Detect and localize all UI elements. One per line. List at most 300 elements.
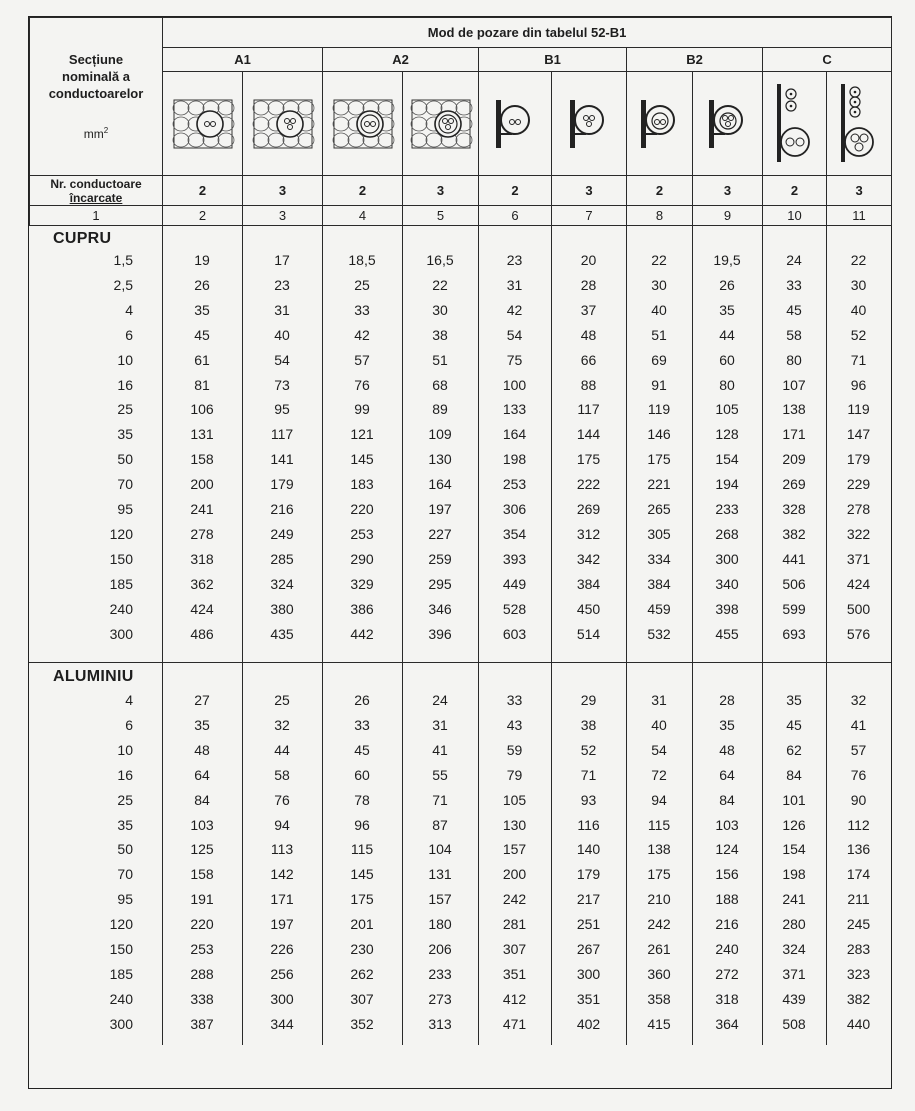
ampacity-value: 71 <box>850 351 867 368</box>
section-label-line: conductoarelor <box>48 85 144 101</box>
table-row <box>29 738 891 762</box>
ampacity-value: 93 <box>580 791 597 808</box>
install-method-cell <box>763 72 827 176</box>
ampacity-value: 31 <box>274 301 290 318</box>
section-divider <box>29 662 891 663</box>
ampacity-value: 31 <box>432 716 448 733</box>
table-row <box>29 497 891 521</box>
ampacity-value: 329 <box>350 575 374 592</box>
ampacity-value: 40 <box>850 301 867 318</box>
ampacity-value: 262 <box>350 965 374 982</box>
ampacity-value: 51 <box>432 351 448 368</box>
ampacity-value: 201 <box>350 916 374 933</box>
ampacity-value: 30 <box>651 276 667 293</box>
ampacity-value: 249 <box>270 525 294 542</box>
clipped-direct-2-icon <box>763 82 826 166</box>
cross-section-value: 150 <box>109 550 133 567</box>
ampacity-value: 84 <box>719 791 735 808</box>
ampacity-value: 52 <box>580 741 597 758</box>
table-row <box>29 572 891 596</box>
ampacity-value: 180 <box>428 916 452 933</box>
ampacity-value: 25 <box>354 276 370 293</box>
ampacity-value: 31 <box>506 276 523 293</box>
cross-section-value: 16 <box>117 766 133 783</box>
ampacity-value: 59 <box>506 741 523 758</box>
ampacity-value: 95 <box>274 401 290 418</box>
ampacity-value: 154 <box>715 451 739 468</box>
ampacity-value: 514 <box>576 625 601 642</box>
ampacity-value: 64 <box>194 766 210 783</box>
ampacity-value: 532 <box>647 625 671 642</box>
nr-label-line: încarcate <box>69 190 123 205</box>
ampacity-value: 156 <box>715 866 739 883</box>
ampacity-value: 45 <box>786 301 802 318</box>
ampacity-value: 145 <box>350 451 374 468</box>
table-row <box>29 937 891 961</box>
ampacity-value: 183 <box>350 476 374 493</box>
ampacity-value: 412 <box>502 990 527 1007</box>
ampacity-value: 136 <box>846 841 871 858</box>
table-row <box>29 597 891 621</box>
ampacity-value: 455 <box>715 625 739 642</box>
cross-section-value: 95 <box>117 891 133 908</box>
ampacity-value: 576 <box>846 625 871 642</box>
ampacity-value: 230 <box>350 941 374 957</box>
insulated-wall-multicore-2-icon <box>323 94 402 154</box>
nr-conductoare-value: 2 <box>163 176 243 206</box>
ampacity-value: 33 <box>354 301 370 318</box>
ampacity-value: 100 <box>502 376 527 393</box>
ampacity-value: 340 <box>715 575 739 592</box>
ampacity-value: 387 <box>190 1015 214 1032</box>
ampacity-value: 197 <box>428 501 452 517</box>
ampacity-value: 40 <box>274 326 290 343</box>
table-header <box>29 17 892 226</box>
ampacity-value: 35 <box>786 692 802 708</box>
ampacity-value: 175 <box>647 866 671 883</box>
ampacity-value: 19 <box>194 252 210 268</box>
ampacity-value: 424 <box>190 600 214 617</box>
ampacity-value: 344 <box>270 1015 294 1032</box>
ampacity-value: 272 <box>715 965 739 982</box>
ampacity-value: 278 <box>846 501 871 517</box>
ampacity-value: 295 <box>428 575 452 592</box>
cross-section-value: 185 <box>109 965 133 982</box>
ampacity-value: 259 <box>428 550 452 567</box>
ampacity-value: 57 <box>850 741 867 758</box>
ampacity-value: 90 <box>850 791 867 808</box>
ampacity-value: 328 <box>782 501 806 517</box>
ampacity-value: 371 <box>846 550 871 567</box>
ampacity-value: 19,5 <box>713 252 741 268</box>
table-row <box>29 472 891 496</box>
ampacity-value: 300 <box>270 990 294 1007</box>
ampacity-value: 31 <box>651 692 667 708</box>
ampacity-value: 29 <box>580 692 597 708</box>
ampacity-value: 280 <box>782 916 806 933</box>
ampacity-value: 240 <box>715 941 739 957</box>
group-c: C <box>763 48 892 72</box>
ampacity-value: 91 <box>651 376 667 393</box>
ampacity-value: 500 <box>846 600 871 617</box>
column-number: 10 <box>763 206 827 226</box>
ampacity-value: 115 <box>647 816 671 833</box>
nr-conductoare-value: 3 <box>693 176 763 206</box>
ampacity-value: 290 <box>350 550 374 567</box>
install-method-cell <box>403 72 479 176</box>
ampacity-value: 41 <box>432 741 448 758</box>
ampacity-value: 371 <box>782 965 806 982</box>
ampacity-value: 439 <box>782 990 806 1007</box>
table-row <box>29 813 891 837</box>
ampacity-value: 386 <box>350 600 374 617</box>
section-label <box>30 51 162 102</box>
ampacity-value: 117 <box>270 426 294 443</box>
ampacity-value: 360 <box>647 965 671 982</box>
install-method-cell <box>323 72 403 176</box>
ampacity-value: 48 <box>194 741 210 758</box>
ampacity-value: 216 <box>270 501 294 517</box>
ampacity-value: 113 <box>270 841 294 858</box>
nr-conductoare-value: 3 <box>552 176 627 206</box>
column-number: 8 <box>627 206 693 226</box>
ampacity-value: 200 <box>190 476 214 493</box>
ampacity-value: 435 <box>270 625 294 642</box>
column-number: 2 <box>163 206 243 226</box>
ampacity-value: 603 <box>502 625 527 642</box>
insulated-wall-conduit-3-icon <box>243 94 322 154</box>
ampacity-value: 393 <box>502 550 527 567</box>
ampacity-value: 442 <box>350 625 374 642</box>
clipped-direct-3-icon <box>827 82 891 166</box>
nr-conductoare-label <box>30 176 163 206</box>
ampacity-value: 55 <box>432 766 448 783</box>
ampacity-value: 30 <box>432 301 448 318</box>
ampacity-value: 242 <box>502 891 527 908</box>
nr-conductoare-value: 3 <box>827 176 892 206</box>
ampacity-value: 197 <box>270 916 294 933</box>
ampacity-value: 174 <box>846 866 871 883</box>
install-method-cell <box>827 72 892 176</box>
wall-conduit-2-icon <box>479 94 551 154</box>
cross-section-value: 70 <box>117 866 133 883</box>
section-label-line: Secțiune <box>68 51 124 67</box>
ampacity-value: 217 <box>576 891 601 908</box>
unit-text: mm <box>83 126 104 141</box>
ampacity-value: 318 <box>715 990 739 1007</box>
cross-section-value: 2,5 <box>113 276 133 293</box>
ampacity-value: 226 <box>270 941 294 957</box>
ampacity-value: 209 <box>782 451 806 468</box>
ampacity-value: 78 <box>354 791 370 808</box>
install-method-cell <box>243 72 323 176</box>
ampacity-value: 25 <box>274 692 290 708</box>
ampacity-value: 40 <box>651 301 667 318</box>
ampacity-value: 42 <box>506 301 523 318</box>
table-row <box>29 622 891 646</box>
ampacity-value: 24 <box>432 692 448 708</box>
table-row <box>29 348 891 372</box>
cross-section-value: 35 <box>117 426 133 443</box>
ampacity-value: 261 <box>647 941 671 957</box>
ampacity-value: 269 <box>782 476 806 493</box>
ampacity-value: 116 <box>577 816 600 833</box>
ampacity-value: 398 <box>715 600 739 617</box>
ampacity-value: 351 <box>576 990 601 1007</box>
ampacity-value: 28 <box>580 276 597 293</box>
ampacity-value: 71 <box>580 766 597 783</box>
ampacity-value: 27 <box>194 692 210 708</box>
cross-section-value: 70 <box>117 476 133 493</box>
ampacity-value: 179 <box>576 866 601 883</box>
ampacity-value: 158 <box>190 866 214 883</box>
ampacity-value: 96 <box>850 376 867 393</box>
ampacity-value: 60 <box>354 766 370 783</box>
cross-section-value: 6 <box>125 716 133 733</box>
ampacity-value: 253 <box>350 525 374 542</box>
table-row <box>29 713 891 737</box>
cross-section-value: 120 <box>109 525 133 542</box>
ampacity-value: 222 <box>576 476 601 493</box>
ampacity-value: 233 <box>715 501 739 517</box>
ampacity-value: 38 <box>580 716 597 733</box>
ampacity-value: 242 <box>647 916 671 933</box>
ampacity-value: 42 <box>354 326 370 343</box>
ampacity-value: 58 <box>786 326 802 343</box>
ampacity-value: 211 <box>847 891 870 908</box>
cupru-section-label: CUPRU <box>53 230 112 247</box>
ampacity-value: 115 <box>350 841 374 858</box>
section-unit <box>30 122 162 143</box>
cross-section-value: 4 <box>125 692 133 708</box>
column-number: 7 <box>552 206 627 226</box>
ampacity-value: 334 <box>647 550 671 567</box>
cross-section-value: 35 <box>117 816 133 833</box>
table-row <box>29 1012 891 1036</box>
ampacity-value: 281 <box>502 916 527 933</box>
ampacity-value: 283 <box>846 941 871 957</box>
table-row <box>29 248 891 272</box>
ampacity-value: 48 <box>719 741 735 758</box>
group-a2: A2 <box>323 48 479 72</box>
ampacity-value: 221 <box>647 476 671 493</box>
ampacity-value: 233 <box>428 965 452 982</box>
ampacity-value: 307 <box>350 990 374 1007</box>
ampacity-value: 220 <box>190 916 214 933</box>
ampacity-value: 76 <box>354 376 370 393</box>
ampacity-value: 130 <box>428 451 452 468</box>
table-row <box>29 547 891 571</box>
ampacity-value: 40 <box>651 716 667 733</box>
ampacity-value: 157 <box>428 891 452 908</box>
ampacity-value: 79 <box>506 766 523 783</box>
install-method-cell <box>163 72 243 176</box>
ampacity-value: 76 <box>850 766 867 783</box>
ampacity-value: 17 <box>274 252 290 268</box>
ampacity-value: 599 <box>782 600 806 617</box>
ampacity-value: 66 <box>580 351 597 368</box>
ampacity-value: 158 <box>190 451 214 468</box>
ampacity-value: 133 <box>502 401 527 418</box>
table-row <box>29 837 891 861</box>
ampacity-value: 154 <box>782 841 806 858</box>
wall-conduit-multicore-3-icon <box>693 94 762 154</box>
ampacity-value: 140 <box>576 841 601 858</box>
ampacity-value: 44 <box>719 326 735 343</box>
ampacity-value: 693 <box>782 625 806 642</box>
column-number: 9 <box>693 206 763 226</box>
ampacity-value: 241 <box>782 891 806 908</box>
ampacity-value: 141 <box>270 451 294 468</box>
ampacity-value: 269 <box>576 501 601 517</box>
ampacity-value: 119 <box>847 401 870 418</box>
group-b2: B2 <box>627 48 763 72</box>
ampacity-value: 382 <box>846 990 871 1007</box>
table-row <box>29 962 891 986</box>
ampacity-value: 210 <box>647 891 671 908</box>
ampacity-value: 96 <box>354 816 370 833</box>
cross-section-value: 240 <box>109 600 133 617</box>
ampacity-value: 104 <box>428 841 452 858</box>
ampacity-value: 351 <box>502 965 527 982</box>
ampacity-value: 358 <box>647 990 671 1007</box>
ampacity-value: 506 <box>782 575 806 592</box>
table-row <box>29 422 891 446</box>
ampacity-value: 54 <box>651 741 667 758</box>
ampacity-value: 128 <box>715 426 739 443</box>
ampacity-value: 30 <box>850 276 867 293</box>
ampacity-value: 216 <box>715 916 739 933</box>
ampacity-value: 268 <box>715 525 739 542</box>
ampacity-value: 188 <box>715 891 739 908</box>
ampacity-value: 33 <box>506 692 523 708</box>
ampacity-value: 22 <box>432 276 448 293</box>
ampacity-value: 471 <box>502 1015 527 1032</box>
ampacity-value: 200 <box>502 866 527 883</box>
ampacity-value: 198 <box>782 866 806 883</box>
ampacity-value: 43 <box>506 716 523 733</box>
ampacity-value: 117 <box>577 401 600 418</box>
ampacity-value: 32 <box>850 692 867 708</box>
group-b1: B1 <box>479 48 627 72</box>
table-row <box>29 763 891 787</box>
ampacity-value: 382 <box>782 525 806 542</box>
unit-exponent: 2 <box>103 125 109 135</box>
ampacity-value: 138 <box>647 841 671 858</box>
ampacity-value: 23 <box>506 252 523 268</box>
ampacity-value: 69 <box>651 351 667 368</box>
ampacity-value: 352 <box>350 1015 374 1032</box>
ampacity-value: 424 <box>846 575 871 592</box>
nr-conductoare-value: 3 <box>243 176 323 206</box>
ampacity-value: 101 <box>782 791 806 808</box>
ampacity-value: 22 <box>850 252 867 268</box>
ampacity-value: 124 <box>715 841 739 858</box>
install-method-cell <box>479 72 552 176</box>
cross-section-value: 185 <box>109 575 133 592</box>
column-number: 3 <box>243 206 323 226</box>
ampacity-value: 362 <box>190 575 214 592</box>
ampacity-value: 179 <box>846 451 871 468</box>
cross-section-value: 120 <box>109 916 133 933</box>
ampacity-value: 171 <box>270 891 294 908</box>
ampacity-value: 99 <box>354 401 370 418</box>
nr-conductoare-value: 3 <box>403 176 479 206</box>
ampacity-value: 54 <box>506 326 523 343</box>
column-number: 1 <box>30 206 163 226</box>
group-a1: A1 <box>163 48 323 72</box>
ampacity-value: 76 <box>274 791 290 808</box>
ampacity-value: 35 <box>719 301 735 318</box>
ampacity-value: 278 <box>190 525 214 542</box>
ampacity-value: 26 <box>719 276 735 293</box>
cross-section-value: 6 <box>125 326 133 343</box>
ampacity-value: 227 <box>428 525 452 542</box>
ampacity-value: 342 <box>576 550 601 567</box>
ampacity-value: 28 <box>719 692 735 708</box>
ampacity-value: 164 <box>502 426 527 443</box>
ampacity-value: 106 <box>190 401 214 418</box>
table-body <box>29 226 891 1045</box>
ampacity-value: 57 <box>354 351 370 368</box>
table-row <box>29 862 891 886</box>
table-row <box>29 788 891 812</box>
column-number: 6 <box>479 206 552 226</box>
ampacity-value: 26 <box>194 276 210 293</box>
ampacity-value: 23 <box>274 276 290 293</box>
cross-section-value: 50 <box>117 451 133 468</box>
ampacity-value: 146 <box>647 426 671 443</box>
ampacity-value: 119 <box>647 401 671 418</box>
ampacity-value: 459 <box>647 600 671 617</box>
mod-pozare-title: Mod de pozare din tabelul 52-B1 <box>163 18 892 48</box>
ampacity-value: 198 <box>502 451 527 468</box>
ampacity-value: 305 <box>647 525 671 542</box>
ampacity-value: 84 <box>194 791 210 808</box>
cross-section-value: 50 <box>117 841 133 858</box>
insulated-wall-conduit-2-icon <box>163 94 242 154</box>
ampacity-value: 35 <box>194 716 210 733</box>
section-header <box>30 18 163 176</box>
ampacity-value: 125 <box>190 841 214 858</box>
ampacity-value: 52 <box>850 326 867 343</box>
ampacity-value: 285 <box>270 550 294 567</box>
wall-conduit-multicore-2-icon <box>627 94 692 154</box>
table-row <box>29 688 891 712</box>
ampacity-value: 253 <box>190 941 214 957</box>
table-row <box>29 522 891 546</box>
ampacity-value: 84 <box>786 766 802 783</box>
ampacity-value: 126 <box>782 816 806 833</box>
ampacity-value: 346 <box>428 600 452 617</box>
ampacity-value: 41 <box>850 716 867 733</box>
ampacity-value: 88 <box>580 376 597 393</box>
ampacity-value: 380 <box>270 600 294 617</box>
install-method-cell <box>552 72 627 176</box>
ampacity-value: 103 <box>190 816 214 833</box>
ampacity-value: 33 <box>354 716 370 733</box>
ampacity-value: 24 <box>786 252 802 268</box>
cross-section-value: 4 <box>125 301 133 318</box>
ampacity-value: 318 <box>190 550 214 567</box>
cross-section-value: 150 <box>109 941 133 957</box>
nr-conductoare-value: 2 <box>479 176 552 206</box>
ampacity-value: 486 <box>190 625 214 642</box>
ampacity-value: 131 <box>428 866 452 883</box>
insulated-wall-multicore-3-icon <box>403 94 478 154</box>
ampacity-value: 175 <box>350 891 374 908</box>
wall-conduit-3-icon <box>552 94 626 154</box>
